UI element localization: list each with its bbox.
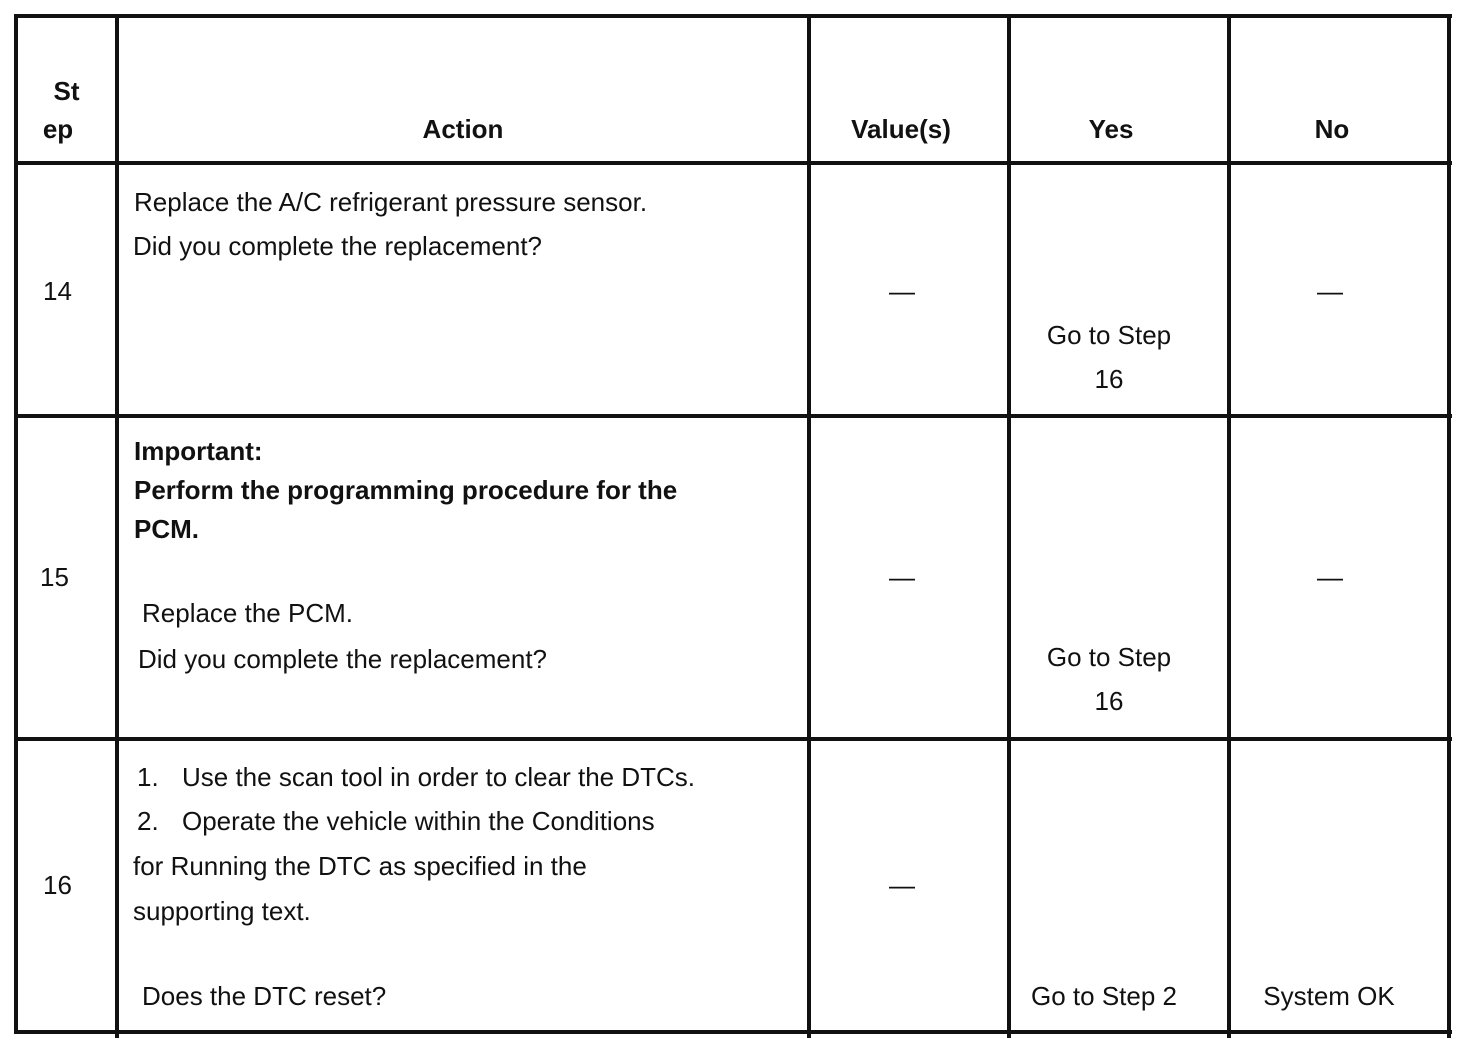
table-rule-right <box>1447 14 1451 1038</box>
no-cell: — <box>1317 276 1343 306</box>
no-cell: — <box>1317 562 1343 592</box>
no-cell: System OK <box>1263 981 1395 1011</box>
table-rule-col2 <box>807 14 811 1038</box>
table-rule-col3 <box>1007 14 1011 1038</box>
header-no: No <box>1314 114 1350 144</box>
table-rule-header <box>14 161 1452 165</box>
table-rule-top <box>14 14 1452 18</box>
header-values: Value(s) <box>851 114 951 144</box>
table-rule-col1 <box>115 14 119 1038</box>
value-cell: — <box>889 562 915 592</box>
step-number: 16 <box>43 870 72 900</box>
table-rule-col4 <box>1227 14 1231 1038</box>
table-rule-row15 <box>14 737 1452 741</box>
action-question: Did you complete the replacement? <box>133 231 543 261</box>
list-item-text: Operate the vehicle within the Conditions <box>182 806 655 836</box>
value-cell: — <box>889 870 915 900</box>
step-number: 14 <box>43 276 72 306</box>
yes-cell-line1: Go to Step <box>1046 642 1172 672</box>
yes-cell-line2: 16 <box>1094 364 1124 394</box>
action-question: Does the DTC reset? <box>142 981 387 1011</box>
step-number: 15 <box>40 562 69 592</box>
yes-cell: Go to Step 2 <box>1031 981 1177 1011</box>
action-question: Did you complete the replacement? <box>138 644 548 674</box>
important-text-line1: Perform the programming procedure for the <box>134 475 678 505</box>
value-cell: — <box>889 276 915 306</box>
list-continuation-line1: for Running the DTC as specified in the <box>133 851 587 881</box>
header-step-line2: ep <box>42 114 74 144</box>
yes-cell-line2: 16 <box>1094 686 1124 716</box>
list-item-number: 1. <box>137 762 159 792</box>
action-text: Replace the A/C refrigerant pressure sensor. <box>134 187 648 217</box>
header-step-line1: St <box>53 76 80 106</box>
list-continuation-line2: supporting text. <box>133 896 311 926</box>
important-text-line2: PCM. <box>134 514 199 544</box>
table-rule-bottom <box>14 1030 1452 1034</box>
header-yes: Yes <box>1088 114 1134 144</box>
yes-cell-line1: Go to Step <box>1046 320 1172 350</box>
table-rule-row14 <box>14 414 1452 418</box>
table-rule-left <box>14 14 18 1034</box>
action-text: Replace the PCM. <box>142 598 353 628</box>
header-action: Action <box>422 114 504 144</box>
list-item-text: Use the scan tool in order to clear the DTCs. <box>182 762 696 792</box>
important-label: Important: <box>134 436 263 466</box>
list-item-number: 2. <box>137 806 159 836</box>
